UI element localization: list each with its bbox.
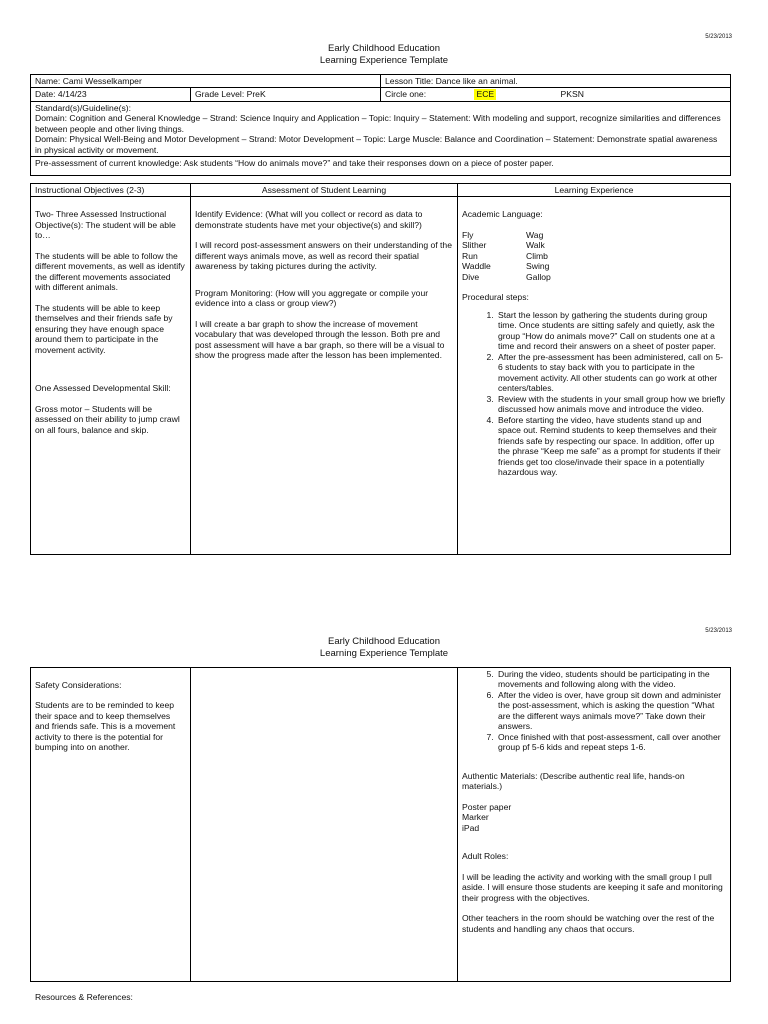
title-line-2: Learning Experience Template bbox=[319, 54, 449, 66]
procedural-steps-label: Procedural steps: bbox=[462, 292, 529, 303]
material-item: Marker bbox=[462, 812, 489, 823]
academic-language-label: Academic Language: bbox=[462, 209, 543, 220]
evidence-label: Identify Evidence: (What will you collect or record as data to demonstrate students have met your objective(s) and skill?) bbox=[195, 209, 423, 230]
vocab-word: Gallop bbox=[526, 271, 551, 282]
procedural-step: 2. After the pre-assessment has been administered, call on 5-6 students to stay back with you to participate in the movement activity. All other students can go work at other centers/tables. bbox=[496, 352, 726, 394]
procedural-step: 1. Start the lesson by gathering the students during group time. Once students are sitting safely and quietly, ask the group “How do animals move?” Call on students one at a time and record their answers on a sheet of poster paper. bbox=[496, 310, 726, 352]
circle-option-pksn: PKSN bbox=[560, 89, 584, 100]
column-header-experience: Learning Experience bbox=[458, 184, 731, 197]
developmental-skill-text: Gross motor – Students will be assessed on their ability to jump crawl on all fours, balance and skip. bbox=[35, 403, 180, 435]
assessment-cell-empty bbox=[191, 668, 458, 982]
lesson-header-table bbox=[30, 74, 731, 176]
procedural-steps-list-continued bbox=[462, 669, 726, 753]
pre-assessment: Pre-assessment of current knowledge: Ask students “How do animals move?” and take their responses down on a piece of poster paper. bbox=[31, 157, 731, 175]
assessment-cell bbox=[191, 197, 458, 555]
developmental-skill-label: One Assessed Developmental Skill: bbox=[35, 383, 171, 394]
column-header-objectives: Instructional Objectives (2-3) bbox=[31, 184, 191, 197]
safety-label: Safety Considerations: bbox=[35, 680, 122, 690]
standards-domain-2: Domain: Physical Well-Being and Motor Development – Strand: Motor Development – Topic: Large Muscle: Balance and Coordination – Statement: Demonstrate spatial awareness in physical activity or movement. bbox=[35, 134, 718, 155]
teacher-name: Name: Cami Wesselkamper bbox=[31, 75, 381, 88]
vocab-word: Dive bbox=[462, 271, 480, 282]
vocab-word: Run bbox=[462, 250, 478, 261]
vocabulary-list bbox=[462, 230, 726, 282]
objective-1: The students will be able to follow the different movements, as well as identify the different movements associated with different animals. bbox=[35, 250, 185, 293]
standards-cell bbox=[31, 101, 731, 156]
vocab-word: Climb bbox=[526, 250, 548, 261]
procedural-step: 6. After the video is over, have group sit down and administer the post-assessment, which is asking the question “What are the different ways animals move?” Take down their answers. bbox=[496, 690, 726, 732]
safety-text: Students are to be reminded to keep their space and to keep themselves and friends safe. This is a movement activity to there is the potential for bumping into on another. bbox=[35, 700, 176, 753]
resources-label: Resources & References: bbox=[35, 992, 133, 1002]
vocab-word: Swing bbox=[526, 261, 550, 272]
adult-roles-text-1: I will be leading the activity and working with the small group I pull aside. I will ensure those students are keeping it safe and monitoring their progress with the objectives. bbox=[462, 871, 723, 903]
materials-label: Authentic Materials: (Describe authentic real life, hands-on materials.) bbox=[462, 770, 685, 792]
lesson-body-table-page-2 bbox=[30, 667, 731, 982]
title-line-1: Early Childhood Education bbox=[328, 636, 440, 647]
procedural-steps-list bbox=[462, 310, 726, 478]
circle-one-row bbox=[381, 88, 731, 101]
column-header-assessment: Assessment of Student Learning bbox=[191, 184, 458, 197]
safety-cell bbox=[31, 668, 191, 982]
date-stamp-page-2: 5/23/2013 bbox=[705, 628, 732, 634]
objectives-intro: Two- Three Assessed Instructional Objective(s): The student will be able to… bbox=[35, 209, 176, 241]
lesson-body-table bbox=[30, 183, 731, 555]
monitoring-label: Program Monitoring: (How will you aggregate or compile your evidence into a class or group view?) bbox=[195, 287, 429, 309]
procedural-step: 5. During the video, students should be participating in the movements and following along with the video. bbox=[496, 669, 726, 690]
title-line-2: Learning Experience Template bbox=[319, 647, 449, 659]
document-title-page-2 bbox=[184, 636, 584, 660]
grade-level: Grade Level: PreK bbox=[191, 88, 381, 101]
circle-one-label: Circle one: bbox=[385, 89, 427, 100]
title-line-1: Early Childhood Education bbox=[328, 43, 440, 54]
procedural-step: 4. Before starting the video, have students stand up and space out. Remind students to keep themselves and their friends safe by respecting our space. In addition, offer up the phrase “Keep me safe” as a prompt for students if their friends get too close/invade their space in a potentially hazardous way. bbox=[496, 415, 726, 478]
experience-cell-continued bbox=[458, 668, 731, 982]
monitoring-text: I will create a bar graph to show the increase of movement vocabulary that was developed through the lesson. Both pre and post assessment will have a bar graph, so there will be a visual to show the progress made after the lesson has been implemented. bbox=[195, 318, 445, 361]
experience-cell bbox=[458, 197, 731, 555]
vocab-word: Waddle bbox=[462, 261, 491, 272]
lesson-title: Lesson Title: Dance like an animal. bbox=[381, 75, 731, 88]
vocab-word: Fly bbox=[462, 229, 474, 240]
procedural-step: 3. Review with the students in your small group how we briefly discussed how animals move and introduce the video. bbox=[496, 394, 726, 415]
document-title bbox=[184, 43, 584, 67]
circle-option-ece: ECE bbox=[476, 89, 495, 100]
adult-roles-label: Adult Roles: bbox=[462, 851, 509, 862]
lesson-date: Date: 4/14/23 bbox=[31, 88, 191, 101]
evidence-text: I will record post-assessment answers on their understanding of the different ways animals move, as well as record their spatial awareness by taking pictures during the activity. bbox=[195, 240, 452, 272]
procedural-step: 7. Once finished with that post-assessment, call over another group pf 5-6 kids and repeat steps 1-6. bbox=[496, 732, 726, 753]
objective-2: The students will be able to keep themselves and their friends safe by ensuring they have enough space around them to participate in the movement activity. bbox=[35, 302, 173, 355]
material-item: iPad bbox=[462, 822, 480, 833]
vocab-word: Wag bbox=[526, 229, 544, 240]
standards-domain-1: Domain: Cognition and General Knowledge – Strand: Science Inquiry and Application – Topic: Inquiry – Statement: With modeling and support, recognize similarities and differences between people and other living things. bbox=[35, 113, 721, 134]
standards-label: Standard(s)/Guideline(s): bbox=[35, 102, 132, 113]
material-item: Poster paper bbox=[462, 801, 512, 812]
adult-roles-text-2: Other teachers in the room should be watching over the rest of the students and handling any chaos that occurs. bbox=[462, 913, 715, 934]
date-stamp: 5/23/2013 bbox=[705, 34, 732, 40]
vocab-word: Slither bbox=[462, 240, 487, 251]
objectives-cell bbox=[31, 197, 191, 555]
vocab-word: Walk bbox=[526, 240, 545, 251]
